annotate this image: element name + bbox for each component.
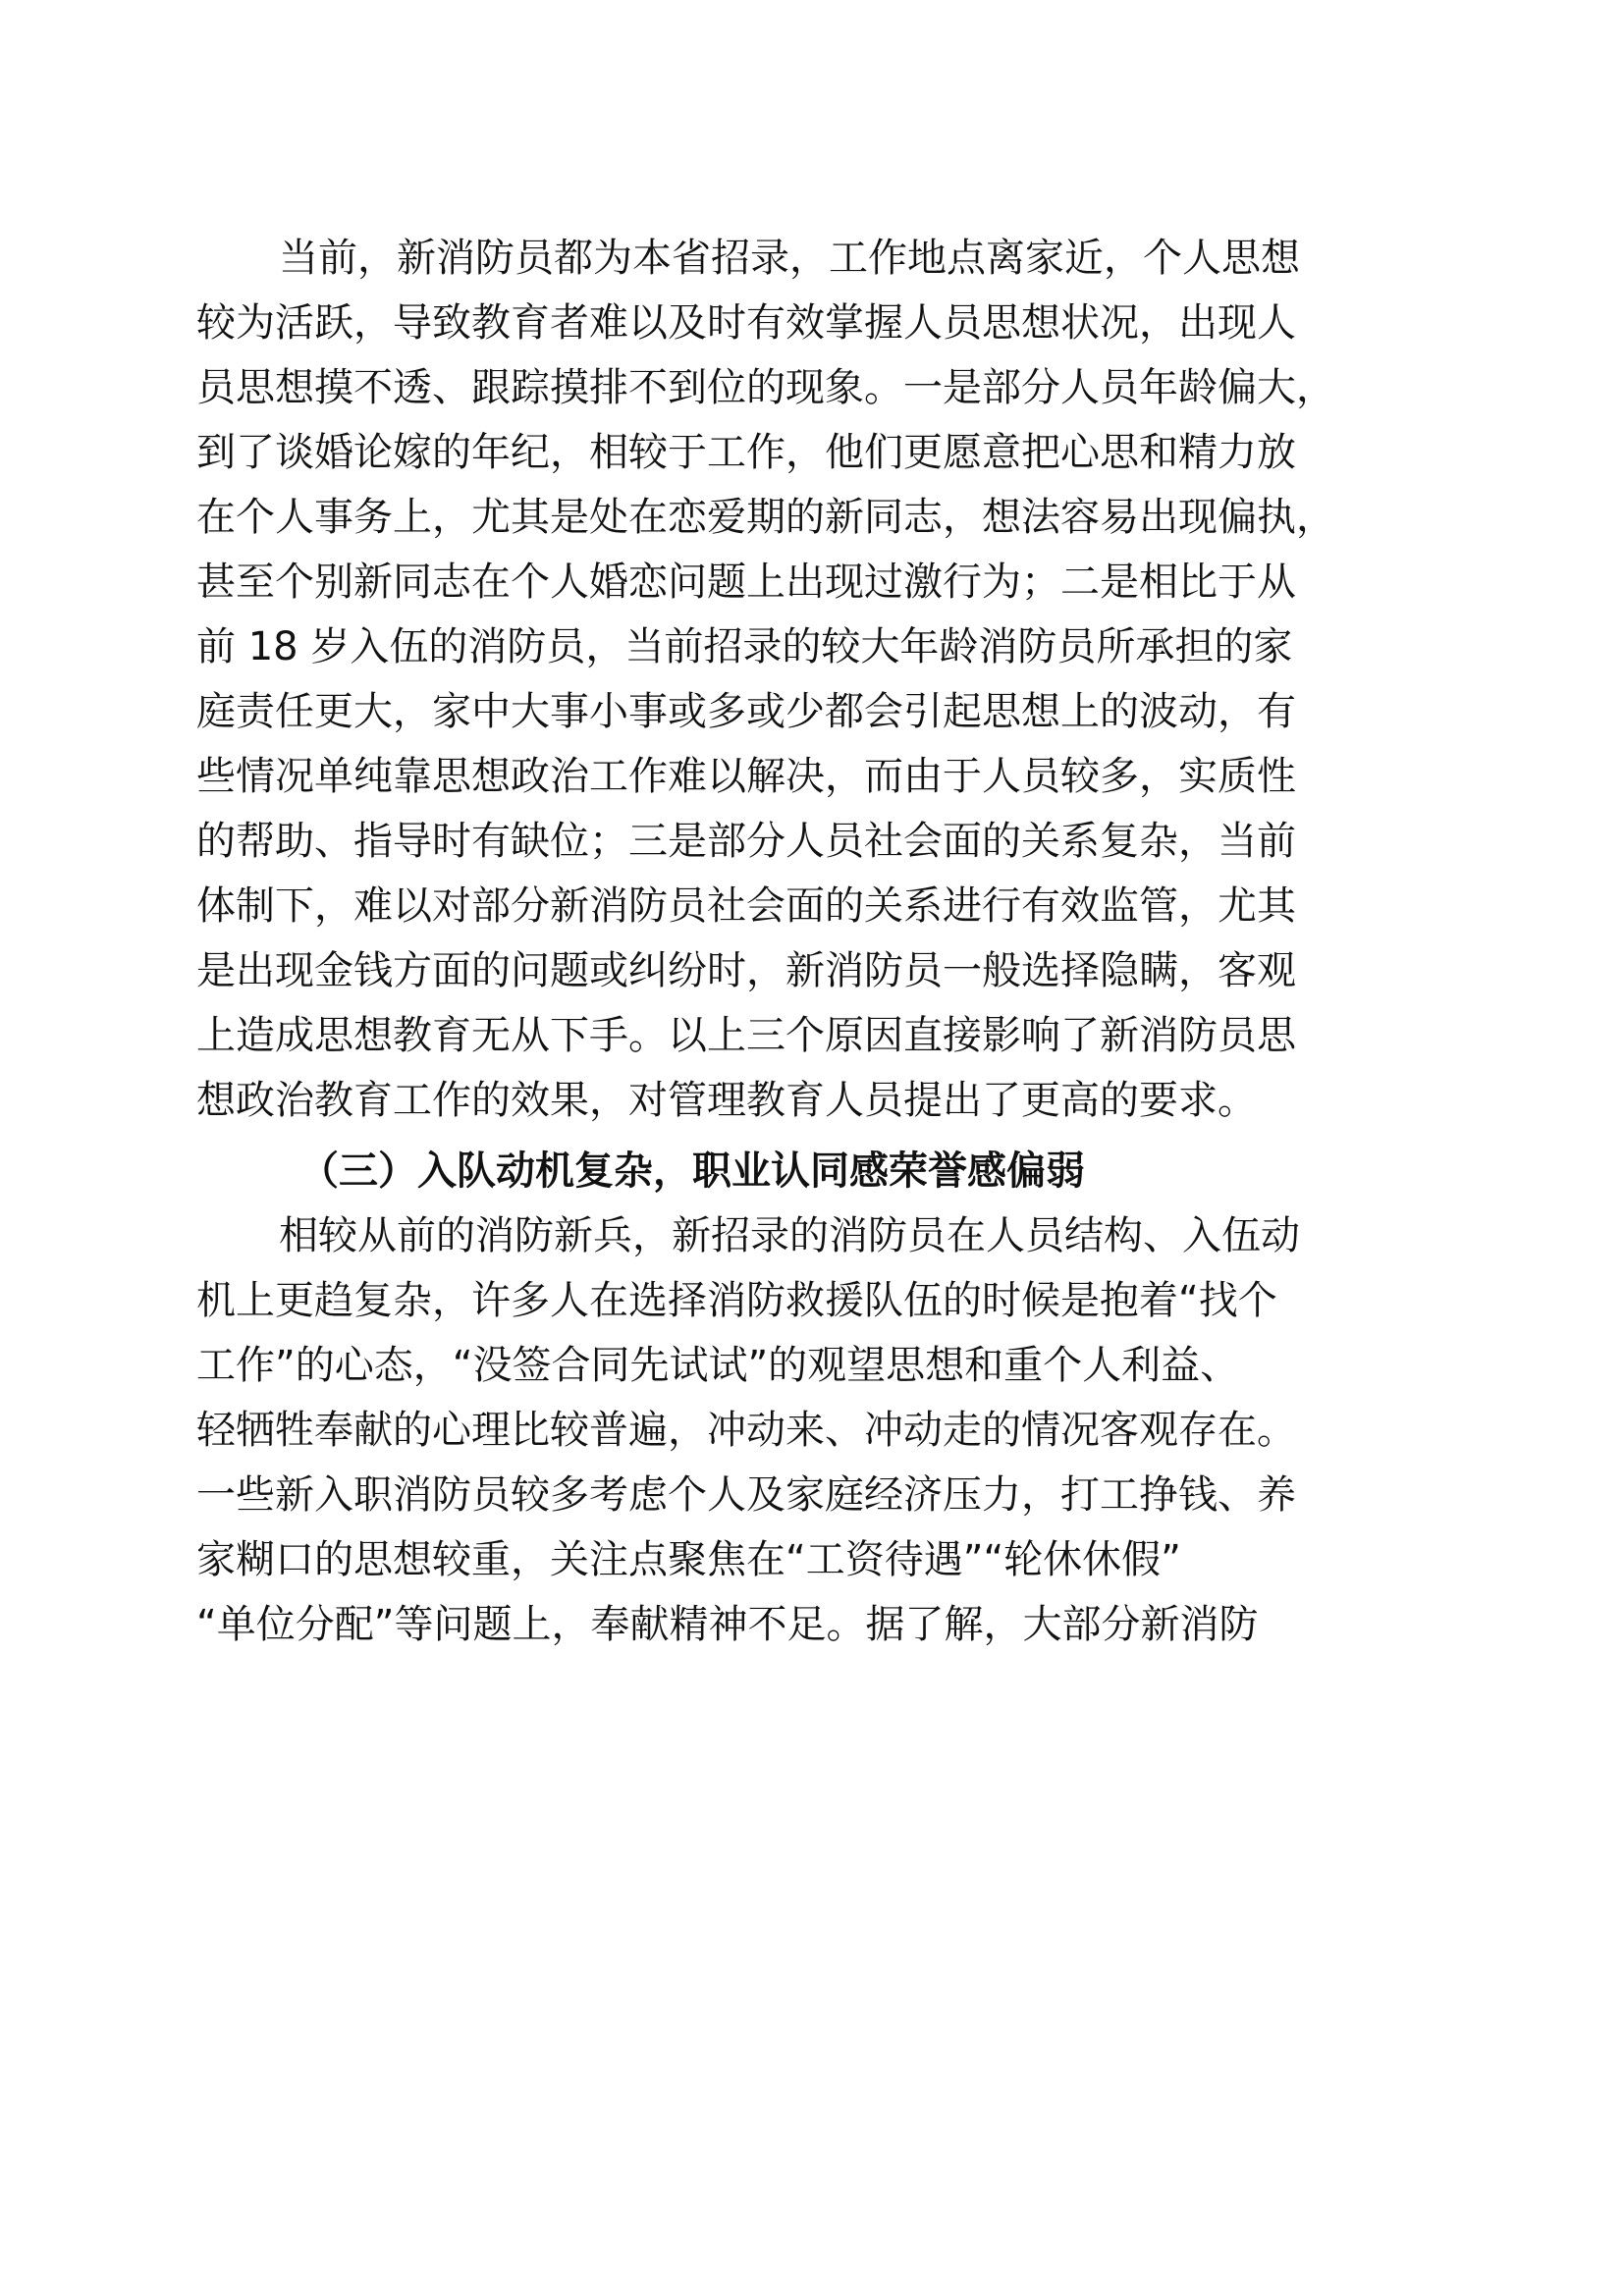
text-line: 机上更趋复杂，许多人在选择消防救援队伍的时候是抱着“找个 [196, 1278, 1277, 1323]
text-line: 是出现金钱方面的问题或纠纷时，新消防员一般选择隐瞒，客观 [196, 948, 1296, 993]
text-line: 较为活跃，导致教育者难以及时有效掌握人员思想状况，出现人 [196, 300, 1296, 346]
text-line: 当前，新消防员都为本省招录，工作地点离家近，个人思想 [279, 236, 1300, 281]
text-line: 想政治教育工作的效果，对管理教育人员提出了更高的要求。 [196, 1078, 1257, 1123]
text-line: 员思想摸不透、跟踪摸排不到位的现象。一是部分人员年龄偏大， [196, 365, 1335, 410]
text-line: 上造成思想教育无从下手。以上三个原因直接影响了新消防员思 [196, 1013, 1296, 1058]
text-line: 到了谈婚论嫁的年纪，相较于工作，他们更愿意把心思和精力放 [196, 430, 1296, 475]
text-line: 庭责任更大，家中大事小事或多或少都会引起思想上的波动，有 [196, 689, 1296, 734]
text-line: “单位分配”等问题上，奉献精神不足。据了解，大部分新消防 [196, 1602, 1259, 1647]
text-line: 体制下，难以对部分新消防员社会面的关系进行有效监管，尤其 [196, 883, 1296, 929]
text-line: 一些新入职消防员较多考虑个人及家庭经济压力，打工挣钱、养 [196, 1472, 1296, 1518]
text-line: 在个人事务上，尤其是处在恋爱期的新同志，想法容易出现偏执， [196, 495, 1335, 540]
text-line: 工作”的心态，“没签合同先试试”的观望思想和重个人利益、 [196, 1343, 1240, 1388]
section-heading: （三）入队动机复杂，职业认同感荣誉感偏弱 [299, 1148, 1085, 1194]
paragraph [196, 226, 1443, 1133]
text-line: 前 18 岁入伍的消防员，当前招录的较大年龄消防员所承担的家 [196, 624, 1293, 669]
text-line: 轻牺牲奉献的心理比较普遍，冲动来、冲动走的情况客观存在。 [196, 1408, 1296, 1453]
text-line: 甚至个别新同志在个人婚恋问题上出现过激行为；二是相比于从 [196, 560, 1296, 605]
text-line: 的帮助、指导时有缺位；三是部分人员社会面的关系复杂，当前 [196, 819, 1296, 864]
text-line: 相较从前的消防新兵，新招录的消防员在人员结构、入伍动 [279, 1213, 1300, 1258]
document-body [196, 226, 1443, 1657]
text-line: 家糊口的思想较重，关注点聚焦在“工资待遇”“轮休休假” [196, 1537, 1181, 1582]
text-line: 些情况单纯靠思想政治工作难以解决，而由于人员较多，实质性 [196, 754, 1296, 799]
paragraph [196, 1203, 1443, 1657]
